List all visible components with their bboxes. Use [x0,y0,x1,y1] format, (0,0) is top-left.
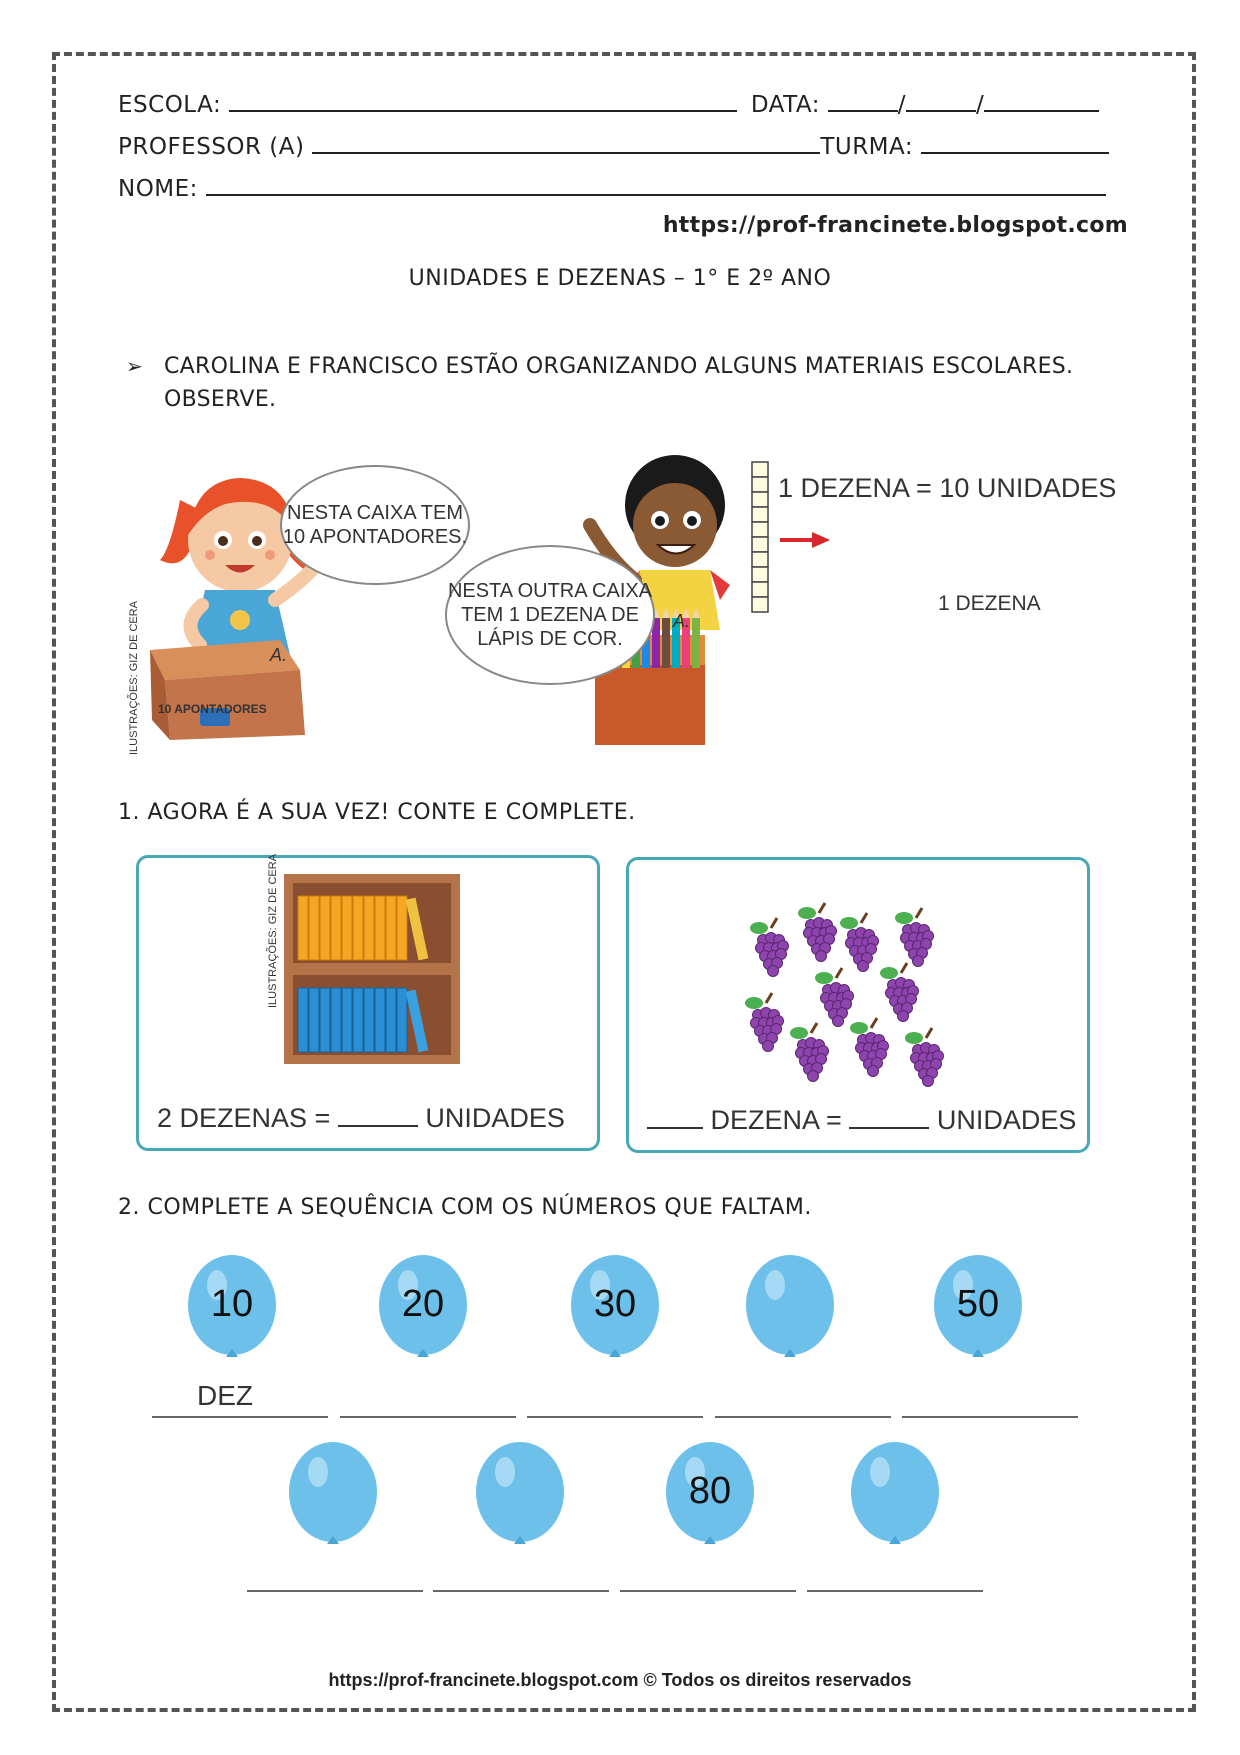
question-1-text: 1. AGORA É A SUA VEZ! CONTE E COMPLETE. [118,800,636,825]
unit-cell [752,597,768,612]
colored-pencil [692,618,700,668]
teacher-field[interactable]: PROFESSOR (A) TURMA: [118,132,1109,160]
box-label: 10 APONTADORES [158,702,267,716]
dezena-equation: 1 DEZENA = 10 UNIDADES [778,473,1117,503]
blue-book [397,988,407,1052]
card1-equation[interactable]: 2 DEZENAS = UNIDADES [157,1103,565,1133]
bullet-arrow-icon: ➢ [126,354,144,378]
boy-speech-bubble: NESTA OUTRA CAIXA TEM 1 DEZENA DE LÁPIS DE COR. [445,545,655,685]
grape-bunch [815,968,854,1027]
blog-url: https://prof-francinete.blogspot.com [662,213,1128,238]
grape-bunch [850,1018,889,1077]
answer-line[interactable] [340,1416,516,1418]
footer-copyright: https://prof-francinete.blogspot.com © Todos os direitos reservados [328,1670,912,1690]
intro-paragraph: ➢ CAROLINA E FRANCISCO ESTÃO ORGANIZANDO ALGUNS MATERIAIS ESCOLARES. OBSERVE. [126,350,1136,416]
girl-signature: A. [270,645,288,665]
card-credit: ILUSTRAÇÕES: GIZ DE CERA [267,853,279,1008]
blue-book [309,988,319,1052]
orange-book [331,896,341,960]
answer-line[interactable] [247,1590,423,1592]
unit-cell [752,492,768,507]
grape-bunch [790,1023,829,1082]
answer-line[interactable] [527,1416,703,1418]
balloon-icon [465,1440,575,1560]
unit-cell [752,477,768,492]
balloon-number: 50 [956,1283,1000,1325]
card2-unidades-blank[interactable] [849,1105,929,1129]
grape-bunch [745,993,784,1052]
blue-book [353,988,363,1052]
unit-cell [752,567,768,582]
blue-book [298,988,308,1052]
balloon-number: 80 [688,1470,732,1512]
boy-signature: A. [673,611,691,631]
grape-bunch [798,903,837,962]
answer-line[interactable] [152,1416,328,1418]
unit-cell [752,522,768,537]
balloon-icon [840,1440,950,1560]
unit-cell [752,507,768,522]
grapes-card [626,857,1090,1153]
answer-line[interactable] [715,1416,891,1418]
answer-line[interactable] [902,1416,1078,1418]
blue-book [331,988,341,1052]
orange-book [298,896,308,960]
orange-book [364,896,374,960]
balloon-number: 10 [210,1283,254,1325]
orange-book [397,896,407,960]
unit-cell [752,582,768,597]
page-title: UNIDADES E DEZENAS – 1° E 2º ANO [408,266,832,291]
name-field[interactable]: NOME: [118,174,1106,202]
tens-bar-label: 1 DEZENA [938,592,1041,615]
card1-answer-blank[interactable] [338,1103,418,1127]
orange-book [375,896,385,960]
balloon-number: 30 [593,1283,637,1325]
answer-line[interactable] [620,1590,796,1592]
balloon-icon [278,1440,388,1560]
blue-book [364,988,374,1052]
grape-bunch [750,918,789,977]
bookshelf-illustration [284,874,464,1068]
unit-cell [752,537,768,552]
school-field[interactable]: ESCOLA: DATA: / / [118,90,1099,118]
blue-book [386,988,396,1052]
orange-book [342,896,352,960]
grape-bunch [905,1028,944,1087]
blue-book [320,988,330,1052]
grape-bunch [880,963,919,1022]
books-card [136,855,600,1151]
colored-pencil [662,618,670,668]
girl-speech-bubble: NESTA CAIXA TEM 10 APONTADORES. [280,465,470,585]
grapes-illustration [741,890,971,1090]
orange-book [309,896,319,960]
answer-line[interactable] [807,1590,983,1592]
example-answer: DEZ [197,1380,253,1411]
grape-bunch [895,908,934,967]
grape-bunch [840,913,879,972]
unit-cell [752,552,768,567]
red-arrow-icon [812,532,830,548]
balloon-number: 20 [401,1283,445,1325]
illustration-credit: ILUSTRAÇÕES: GIZ DE CERA [128,600,140,755]
blue-book [342,988,352,1052]
orange-book [320,896,330,960]
orange-book [353,896,363,960]
balloon-icon [735,1253,845,1373]
orange-book [386,896,396,960]
card2-dezena-blank[interactable] [647,1105,703,1129]
unit-cell [752,462,768,477]
blue-book [375,988,385,1052]
answer-line[interactable] [433,1590,609,1592]
card2-equation[interactable]: DEZENA = UNIDADES [647,1105,1076,1136]
question-2-text: 2. COMPLETE A SEQUÊNCIA COM OS NÚMEROS QUE FALTAM. [118,1195,812,1220]
